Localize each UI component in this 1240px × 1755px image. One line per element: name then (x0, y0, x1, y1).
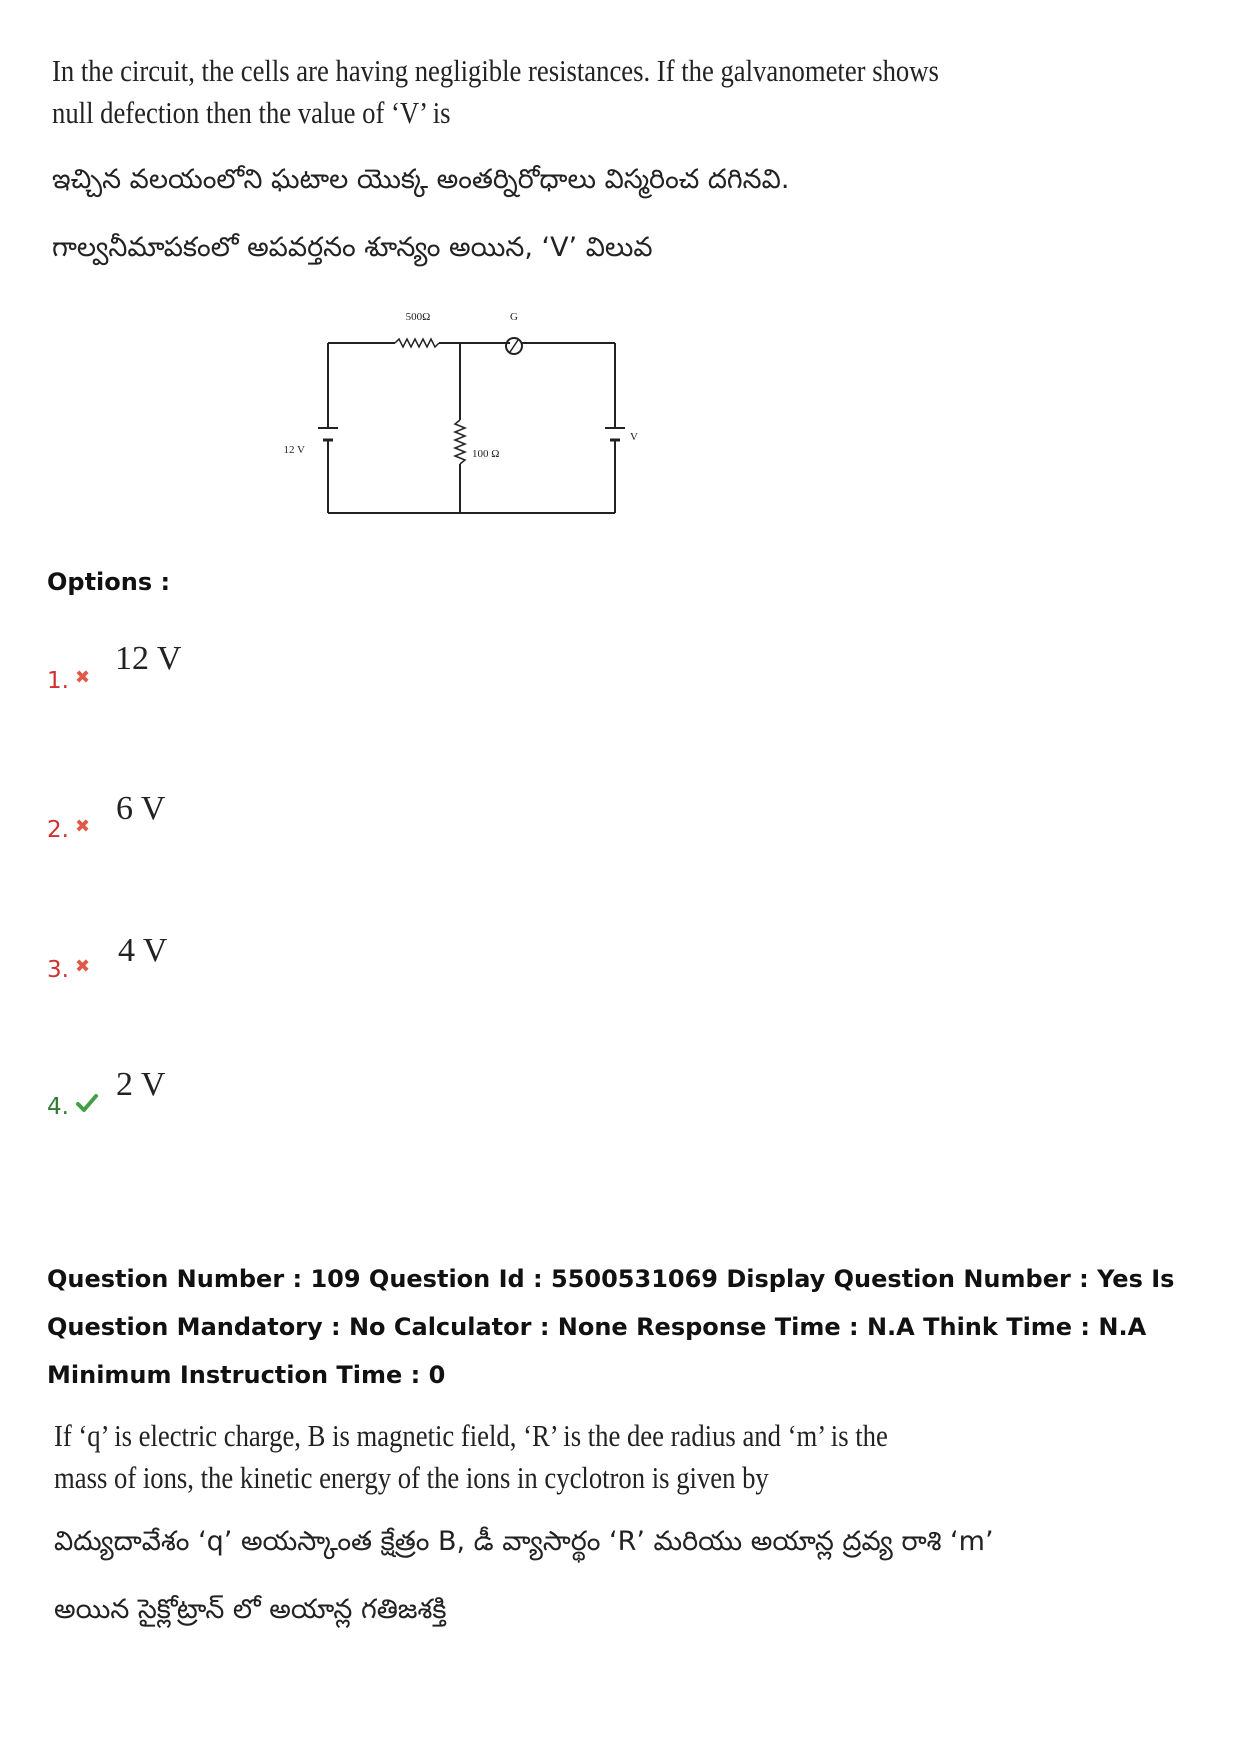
option-number: 4. (47, 1094, 69, 1120)
label-g: G (510, 311, 518, 323)
option-number: 2. (47, 817, 69, 843)
option-1[interactable] (47, 664, 105, 694)
question-metadata: Question Number : 109 Question Id : 5500531069 Display Question Number : Yes Is Question Mandatory : No Calculator : None Response Time : N.A Think Time : N.A Minimum Instruction Time : 0 (47, 1265, 1175, 1389)
question-text-te-line1: ఇచ్చిన వలయంలోని ఘటాల యొక్క అంతర్నిరోధాలు విస్మరించ దగినవి. (52, 164, 790, 195)
option-3[interactable] (47, 953, 105, 983)
option-number: 1. (47, 668, 69, 694)
options-label: Options : (47, 568, 171, 596)
cross-icon: ✖ (75, 955, 91, 977)
question-109-text-en-line1: If ‘q’ is electric charge, B is magnetic field, ‘R’ is the dee radius and ‘m’ is the (54, 1418, 888, 1453)
option-4-value: 2 V (116, 1066, 166, 1103)
label-cell-v: V (630, 431, 638, 443)
question-text-te-line2: గాల్వనీమాపకంలో అపవర్తనం శూన్యం అయిన, ‘V’ విలువ (52, 232, 653, 263)
option-1-value: 12 V (115, 640, 182, 677)
question-109-text-te-line1: విద్యుదావేశం ‘q’ అయస్కాంత క్షేత్రం B, డీ వ్యాసార్థం ‘R’ మరియు అయాన్ల ద్రవ్య రాశి ‘m’ (54, 1526, 994, 1557)
option-3-value: 4 V (118, 932, 168, 969)
option-2[interactable] (47, 813, 105, 843)
check-icon (75, 1090, 105, 1116)
cross-icon: ✖ (75, 815, 91, 837)
cross-icon: ✖ (75, 666, 91, 688)
option-number: 3. (47, 957, 69, 983)
label-r2: 100 Ω (472, 448, 500, 460)
resistor-500 (395, 339, 439, 347)
label-cell-12v: 12 V (283, 444, 305, 456)
option-2-value: 6 V (116, 790, 166, 827)
option-4[interactable] (47, 1090, 105, 1120)
label-r1: 500Ω (405, 311, 431, 323)
question-109-text-te-line2: అయిన సైక్లోట్రాన్ లో అయాన్ల గతిజశక్తి (54, 1594, 447, 1625)
question-text-en-line1: In the circuit, the cells are having negligible resistances. If the galvanometer shows (52, 53, 939, 88)
question-109-text-en-line2: mass of ions, the kinetic energy of the ions in cyclotron is given by (54, 1460, 769, 1495)
question-text-en-line2: null defection then the value of ‘V’ is (52, 95, 451, 130)
resistor-100 (455, 420, 465, 464)
circuit-diagram (270, 300, 650, 530)
